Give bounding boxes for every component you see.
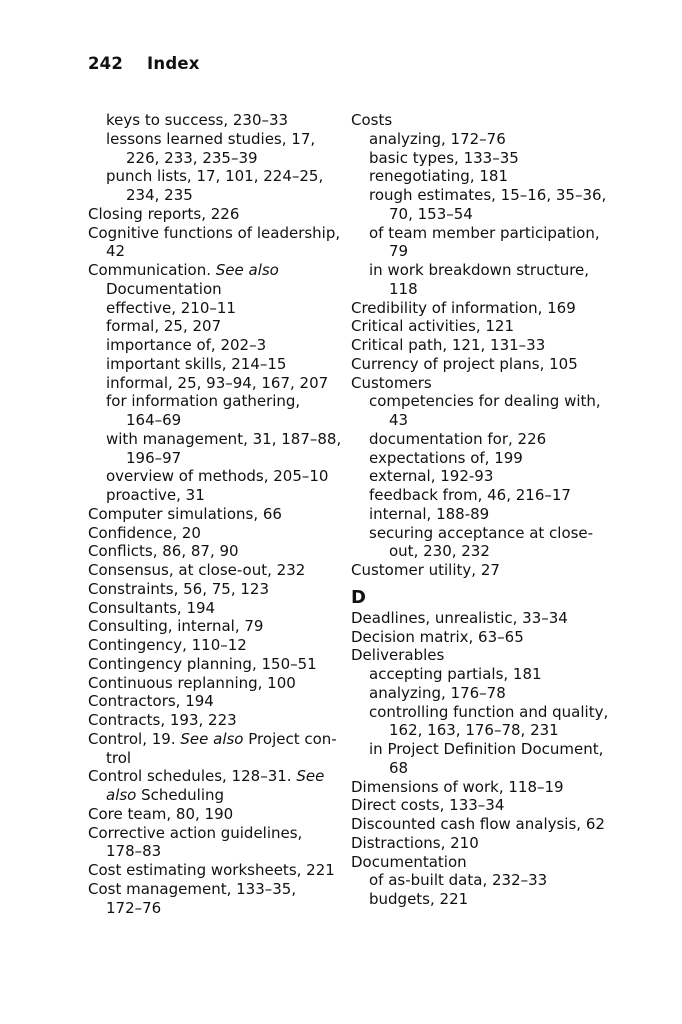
index-subentry (88, 842, 343, 861)
index-subentry (351, 684, 611, 703)
index-entry (88, 674, 343, 693)
entry-text: Distractions, 210 (351, 833, 479, 852)
index-subentry (88, 392, 343, 411)
entry-text: Critical path, 121, 131–33 (351, 336, 546, 354)
index-subentry (351, 449, 611, 468)
entry-text: 164–69 (126, 411, 182, 429)
index-column-right (351, 111, 611, 909)
section-letter-heading: D (351, 586, 366, 608)
index-entry (351, 355, 611, 374)
index-subentry (351, 505, 611, 524)
entry-text: punch lists, 17, 101, 224–25, (106, 167, 324, 186)
entry-text: in work breakdown structure, (369, 261, 590, 279)
index-entry (351, 834, 611, 853)
entry-text: expectations of, 199 (369, 448, 523, 467)
index-entry-continuation (351, 721, 611, 740)
page-header (88, 54, 200, 73)
entry-text: important skills, 214–15 (106, 354, 287, 373)
entry-text: accepting partials, 181 (369, 665, 542, 683)
index-entry (88, 880, 343, 899)
index-subentry (88, 355, 343, 374)
index-subentry (351, 392, 611, 411)
entry-text: Contingency planning, 150–51 (88, 654, 317, 673)
entry-text: in Project Definition Document, (369, 740, 604, 758)
index-subentry (88, 167, 343, 186)
index-entry-continuation (88, 186, 343, 205)
index-entry (88, 524, 343, 543)
index-subentry (351, 430, 611, 449)
index-entry (351, 646, 611, 665)
entry-text: Contingency, 110–12 (88, 636, 247, 654)
entry-text: external, 192-93 (369, 467, 494, 486)
index-subentry (88, 299, 343, 318)
index-subentry (88, 280, 343, 299)
index-subentry (88, 899, 343, 918)
entry-text: Deadlines, unrealistic, 33–34 (351, 608, 568, 627)
index-subentry (88, 317, 343, 336)
index-entry (88, 824, 343, 843)
index-entry-continuation (351, 242, 611, 261)
entry-text: Customers (351, 373, 432, 392)
entry-text: Customer utility, 27 (351, 561, 500, 579)
index-entry (88, 636, 343, 655)
entry-text: Cost estimating worksheets, 221 (88, 861, 335, 879)
index-entry (88, 580, 343, 599)
index-column-left (88, 111, 343, 917)
entry-text: rough estimates, 15–16, 35–36, (369, 186, 607, 204)
index-entry (351, 628, 611, 647)
cross-reference-text: See also (180, 729, 244, 748)
index-entry (351, 317, 611, 336)
index-entry (88, 805, 343, 824)
entry-text: Decision matrix, 63–65 (351, 627, 524, 646)
entry-text: Constraints, 56, 75, 123 (88, 579, 269, 598)
page-title: Index (147, 54, 200, 73)
index-subentry (351, 186, 611, 205)
entry-text: analyzing, 176–78 (369, 683, 506, 702)
index-subentry (88, 430, 343, 449)
entry-text: Control, 19. (88, 729, 181, 748)
index-subentry (351, 149, 611, 168)
entry-text: Core team, 80, 190 (88, 804, 234, 823)
index-entry-continuation (88, 449, 343, 468)
entry-text: Direct costs, 133–34 (351, 796, 505, 815)
entry-text: Costs (351, 111, 393, 129)
entry-text: of team member participation, (369, 223, 600, 242)
index-subentry (351, 261, 611, 280)
index-entry (351, 111, 611, 130)
entry-text: internal, 188-89 (369, 504, 490, 523)
entry-text: Cost management, 133–35, (88, 879, 297, 898)
index-subentry (351, 167, 611, 186)
page-number: 242 (88, 54, 124, 73)
entry-text: Project con- (243, 729, 337, 748)
entry-text: Critical activities, 121 (351, 317, 515, 336)
index-subentry (88, 749, 343, 768)
entry-text: Consulting, internal, 79 (88, 617, 264, 636)
index-entry (351, 609, 611, 628)
entry-text: formal, 25, 207 (106, 317, 222, 336)
entry-text: Contractors, 194 (88, 692, 214, 711)
entry-text: keys to success, 230–33 (106, 111, 289, 129)
index-entry (88, 617, 343, 636)
entry-text: Conflicts, 86, 87, 90 (88, 542, 239, 561)
index-entry-continuation (351, 542, 611, 561)
index-entry-continuation (88, 411, 343, 430)
index-entry (88, 261, 343, 280)
index-subentry (88, 374, 343, 393)
entry-text: of as-built data, 232–33 (369, 871, 548, 890)
entry-text: controlling function and quality, (369, 702, 609, 721)
index-subentry (351, 130, 611, 149)
index-entry (351, 853, 611, 872)
entry-text: Consultants, 194 (88, 598, 216, 617)
entry-text: trol (106, 748, 132, 767)
entry-text: basic types, 133–35 (369, 148, 519, 167)
index-entry (88, 224, 343, 243)
index-subentry (351, 486, 611, 505)
index-subentry (351, 871, 611, 890)
entry-text: 118 (389, 279, 418, 298)
entry-text: Continuous replanning, 100 (88, 673, 296, 692)
index-subentry (88, 242, 343, 261)
index-subentry (351, 524, 611, 543)
entry-text: Credibility of information, 169 (351, 298, 576, 317)
entry-text: 43 (389, 411, 409, 429)
index-subentry (88, 130, 343, 149)
entry-text: overview of methods, 205–10 (106, 467, 329, 486)
index-entry (88, 205, 343, 224)
index-entry (88, 599, 343, 618)
entry-text: Documentation (351, 852, 467, 871)
index-entry-continuation (351, 411, 611, 430)
entry-text: effective, 210–11 (106, 298, 236, 317)
index-subentry (351, 665, 611, 684)
entry-text: 178–83 (106, 842, 162, 861)
index-entry (88, 861, 343, 880)
entry-text: 162, 163, 176–78, 231 (389, 721, 559, 740)
entry-text: securing acceptance at close- (369, 523, 594, 542)
index-subentry (88, 786, 343, 805)
entry-text: out, 230, 232 (389, 542, 490, 561)
index-entry (351, 336, 611, 355)
entry-text: 68 (389, 758, 409, 777)
index-subentry (88, 467, 343, 486)
index-entry (88, 692, 343, 711)
entry-text: proactive, 31 (106, 486, 205, 504)
index-entry (351, 796, 611, 815)
entry-text: importance of, 202–3 (106, 336, 267, 354)
index-subentry (88, 336, 343, 355)
entry-text: documentation for, 226 (369, 429, 547, 448)
entry-text: Cognitive functions of leadership, (88, 223, 341, 242)
entry-text: Currency of project plans, 105 (351, 354, 578, 373)
entry-text: renegotiating, 181 (369, 167, 508, 186)
entry-text: budgets, 221 (369, 890, 469, 908)
cross-reference-text: See also (215, 261, 279, 279)
entry-text: Dimensions of work, 118–19 (351, 777, 564, 796)
entry-text: 172–76 (106, 898, 162, 917)
index-entry (88, 542, 343, 561)
index-subentry (351, 224, 611, 243)
index-entry (88, 730, 343, 749)
index-entry (88, 505, 343, 524)
entry-text: informal, 25, 93–94, 167, 207 (106, 373, 329, 392)
index-entry (351, 374, 611, 393)
index-entry-continuation (351, 205, 611, 224)
entry-text: analyzing, 172–76 (369, 129, 506, 148)
index-entry-continuation (351, 759, 611, 778)
entry-text: 79 (389, 242, 409, 261)
entry-text: Deliverables (351, 646, 445, 665)
entry-text: Documentation (106, 279, 222, 298)
index-subentry (351, 467, 611, 486)
index-subentry (351, 703, 611, 722)
entry-text: Scheduling (136, 786, 225, 804)
index-entry (88, 767, 343, 786)
index-entry (351, 778, 611, 797)
index-entry (88, 561, 343, 580)
index-subentry (351, 890, 611, 909)
entry-text: competencies for dealing with, (369, 392, 601, 411)
entry-text: lessons learned studies, 17, (106, 129, 316, 148)
index-entry (351, 561, 611, 580)
entry-text: feedback from, 46, 216–17 (369, 486, 571, 504)
index-subentry (88, 486, 343, 505)
entry-text: with management, 31, 187–88, (106, 429, 342, 448)
entry-text: 234, 235 (126, 186, 193, 204)
entry-text: Control schedules, 128–31. (88, 767, 297, 786)
index-subentry (88, 111, 343, 130)
index-entry-continuation (351, 280, 611, 299)
index-entry (88, 711, 343, 730)
index-entry (351, 299, 611, 318)
entry-text: 42 (106, 242, 126, 261)
index-entry (88, 655, 343, 674)
entry-text: Consensus, at close-out, 232 (88, 561, 306, 579)
index-entry (351, 815, 611, 834)
entry-text: 70, 153–54 (389, 204, 473, 223)
entry-text: Computer simulations, 66 (88, 504, 282, 523)
entry-text: Corrective action guidelines, (88, 823, 303, 842)
entry-text: Confidence, 20 (88, 523, 201, 542)
cross-reference-text: also (106, 786, 137, 804)
cross-reference-text: See (296, 767, 325, 786)
entry-text: for information gathering, (106, 392, 301, 411)
entry-text: 196–97 (126, 448, 182, 467)
index-entry-continuation (88, 149, 343, 168)
entry-text: Discounted cash flow analysis, 62 (351, 815, 605, 833)
entry-text: Contracts, 193, 223 (88, 711, 237, 729)
entry-text: Communication. (88, 261, 216, 279)
index-subentry (351, 740, 611, 759)
entry-text: Closing reports, 226 (88, 204, 240, 223)
entry-text: 226, 233, 235–39 (126, 148, 258, 167)
